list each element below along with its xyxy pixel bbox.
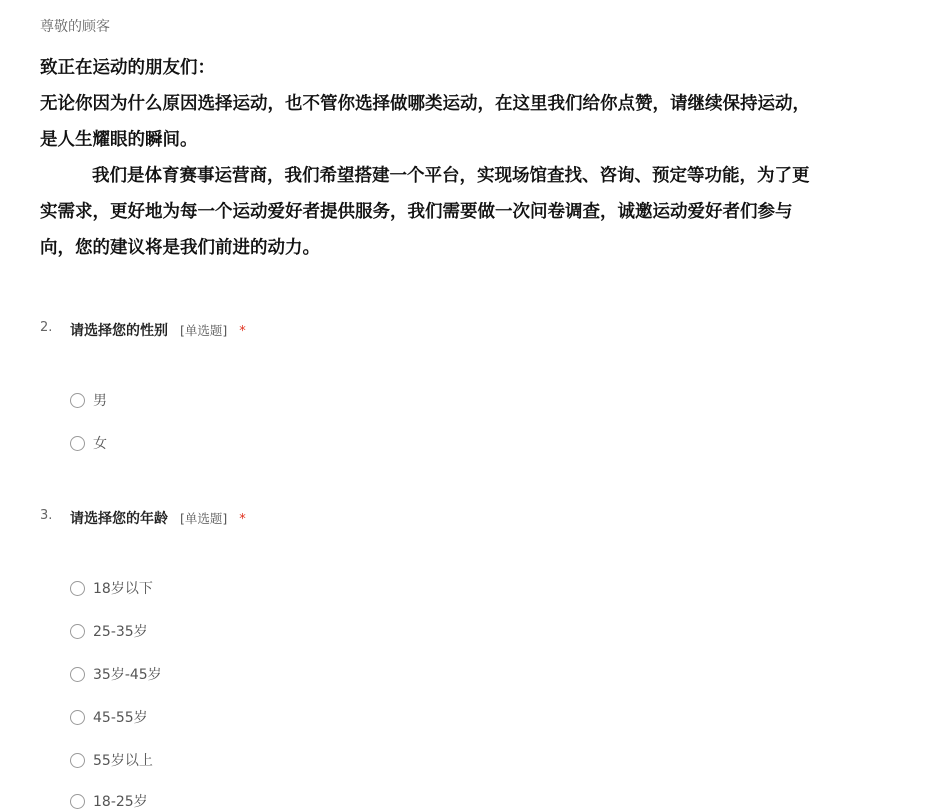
- intro-line: 向，您的建议将是我们前进的动力。: [40, 238, 320, 258]
- intro-line: 我们是体育赛事运营商，我们希望搭建一个平台，实现场馆查找、咨询、预定等功能，为了更: [92, 166, 810, 186]
- question-title: [70, 508, 246, 528]
- option-age-over-55[interactable]: [70, 750, 153, 770]
- intro-text: [40, 50, 940, 266]
- intro-line: 是人生耀眼的瞬间。: [40, 130, 198, 150]
- question-age: [40, 508, 880, 810]
- radio-button[interactable]: [70, 753, 85, 768]
- radio-button[interactable]: [70, 624, 85, 639]
- intro-salutation: 致正在运动的朋友们：: [40, 58, 215, 78]
- option-label: 男: [93, 393, 107, 409]
- question-type-badge: [单选题]: [180, 511, 228, 526]
- option-age-18-25[interactable]: [70, 791, 148, 811]
- question-number: 3.: [40, 508, 53, 523]
- question-type-badge: [单选题]: [180, 323, 228, 338]
- option-age-45-55[interactable]: [70, 707, 148, 727]
- option-label: 45-55岁: [93, 710, 148, 726]
- intro-line: 无论你因为什么原因选择运动，也不管你选择做哪类运动，在这里我们给你点赞，请继续保持运动，: [40, 94, 810, 114]
- option-male[interactable]: [70, 390, 107, 410]
- required-mark: *: [239, 512, 246, 527]
- radio-button[interactable]: [70, 667, 85, 682]
- option-label: 女: [93, 436, 107, 452]
- question-title: [70, 320, 246, 340]
- radio-button[interactable]: [70, 710, 85, 725]
- option-age-under-18[interactable]: [70, 578, 153, 598]
- radio-button[interactable]: [70, 581, 85, 596]
- option-label: 35岁-45岁: [93, 667, 162, 683]
- option-age-35-45[interactable]: [70, 664, 162, 684]
- greeting-label: 尊敬的顾客: [40, 19, 110, 35]
- question-header: [40, 320, 880, 340]
- question-title-text: 请选择您的年龄: [70, 511, 168, 527]
- radio-button[interactable]: [70, 393, 85, 408]
- option-female[interactable]: [70, 433, 107, 453]
- question-gender: [40, 320, 880, 452]
- question-header: [40, 508, 880, 528]
- radio-button[interactable]: [70, 436, 85, 451]
- option-age-25-35[interactable]: [70, 621, 148, 641]
- required-mark: *: [239, 324, 246, 339]
- question-number: 2.: [40, 320, 53, 335]
- question-title-text: 请选择您的性别: [70, 323, 168, 339]
- option-label: 18岁以下: [93, 581, 153, 597]
- option-label: 55岁以上: [93, 753, 153, 769]
- option-label: 18-25岁: [93, 794, 148, 810]
- intro-line: 实需求，更好地为每一个运动爱好者提供服务，我们需要做一次问卷调查，诚邀运动爱好者们参与: [40, 202, 793, 222]
- radio-button[interactable]: [70, 794, 85, 809]
- option-label: 25-35岁: [93, 624, 148, 640]
